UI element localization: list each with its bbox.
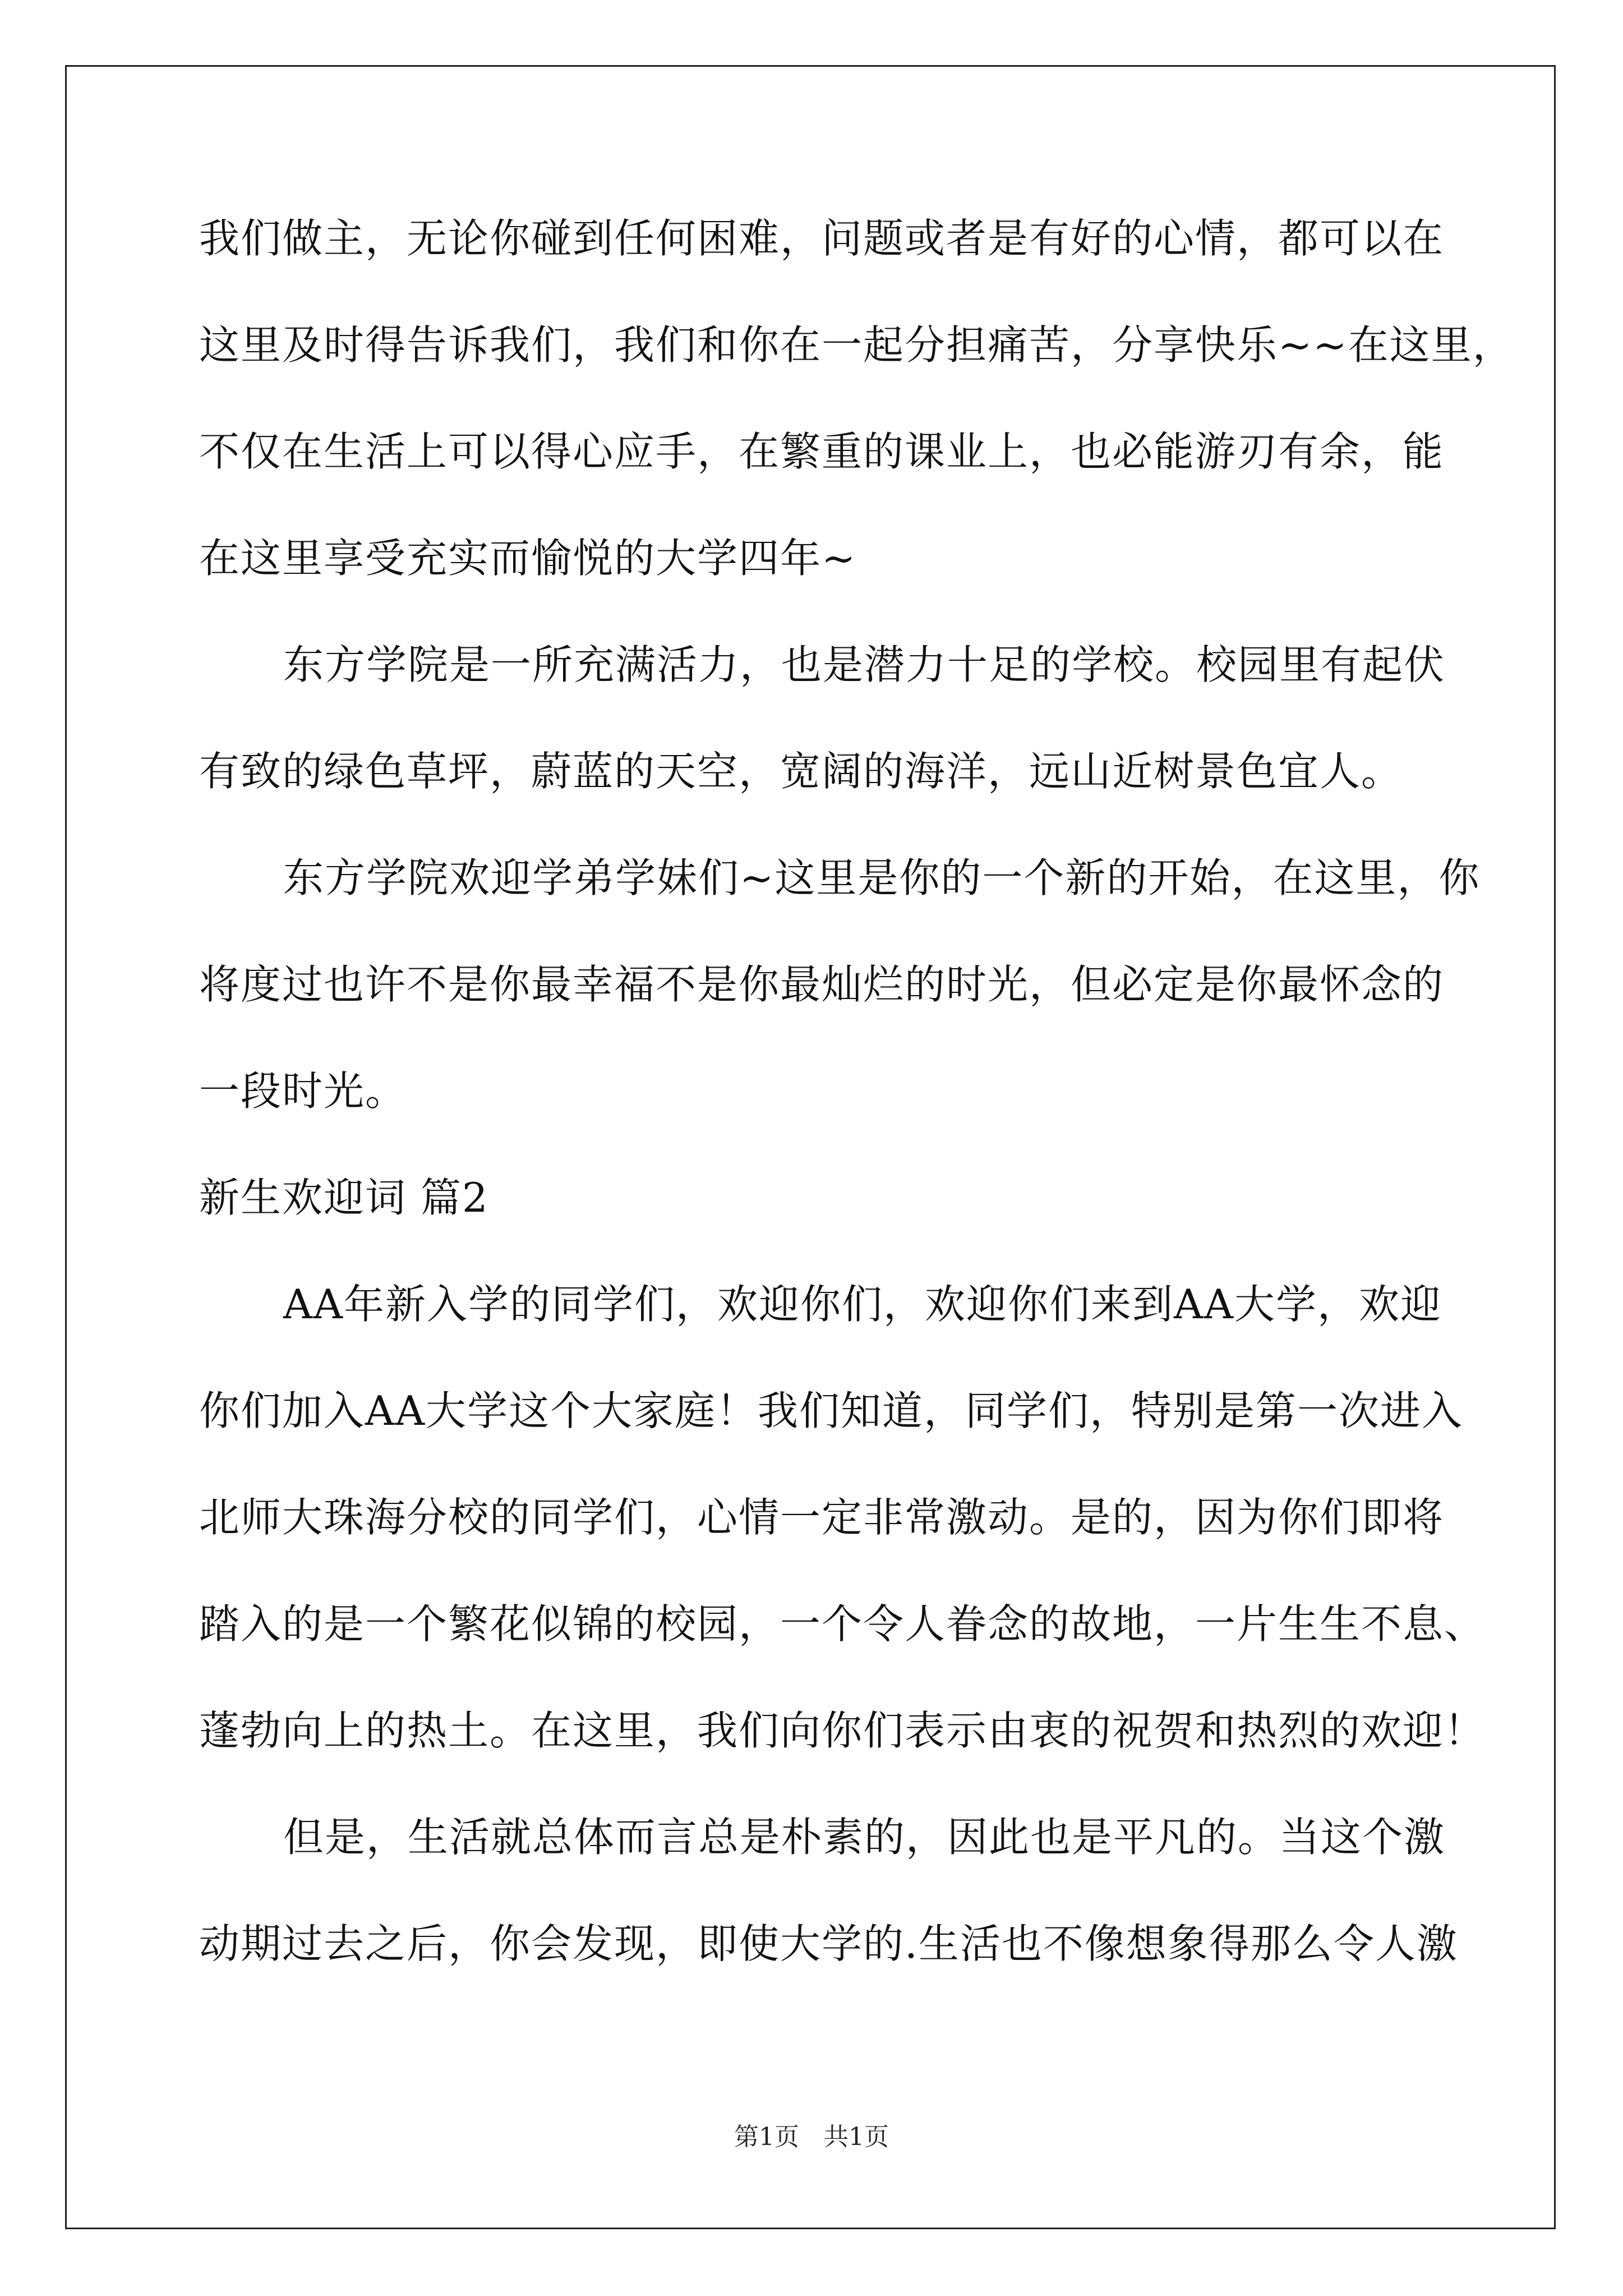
paragraph-line: 有致的绿色草坪，蔚蓝的天空，宽阔的海洋，远山近树景色宜人。 — [199, 748, 1403, 795]
paragraph-line: 北师大珠海分校的同学们，心情一定非常激动。是的，因为你们即将 — [199, 1494, 1445, 1541]
paragraph-line: 踏入的是一个繁花似锦的校园，一个令人眷念的故地，一片生生不息、 — [199, 1600, 1486, 1648]
paragraph-line: AA年新入学的同学们，欢迎你们，欢迎你们来到AA大学，欢迎 — [283, 1281, 1442, 1328]
paragraph-line: 我们做主，无论你碰到任何困难，问题或者是有好的心情，都可以在 — [199, 215, 1445, 262]
paragraph-line: 动期过去之后，你会发现，即使大学的.生活也不像想象得那么令人激 — [199, 1920, 1458, 1967]
paragraph-line: 但是，生活就总体而言总是朴素的，因此也是平凡的。当这个激 — [283, 1814, 1446, 1861]
paragraph-line: 东方学院是一所充满活力，也是潜力十足的学校。校园里有起伏 — [283, 641, 1446, 688]
paragraph-line: 蓬勃向上的热土。在这里，我们向你们表示由衷的祝贺和热烈的欢迎！ — [199, 1707, 1486, 1754]
page-border — [65, 65, 1556, 2229]
paragraph-line: 在这里享受充实而愉悦的大学四年~ — [199, 535, 857, 582]
section-heading: 新生欢迎词 篇2 — [199, 1174, 489, 1221]
paragraph-line: 这里及时得告诉我们，我们和你在一起分担痛苦，分享快乐~~在这里， — [199, 321, 1514, 369]
paragraph-line: 东方学院欢迎学弟学妹们~这里是你的一个新的开始，在这里，你 — [283, 854, 1481, 901]
paragraph-line: 你们加入AA大学这个大家庭！我们知道，同学们，特别是第一次进入 — [199, 1387, 1463, 1434]
page-number: 第1页 共1页 — [734, 2123, 889, 2151]
paragraph-line: 将度过也许不是你最幸福不是你最灿烂的时光，但必定是你最怀念的 — [199, 961, 1445, 1008]
paragraph-line: 不仅在生活上可以得心应手，在繁重的课业上，也必能游刃有余，能 — [199, 428, 1445, 475]
paragraph-line: 一段时光。 — [199, 1068, 407, 1115]
